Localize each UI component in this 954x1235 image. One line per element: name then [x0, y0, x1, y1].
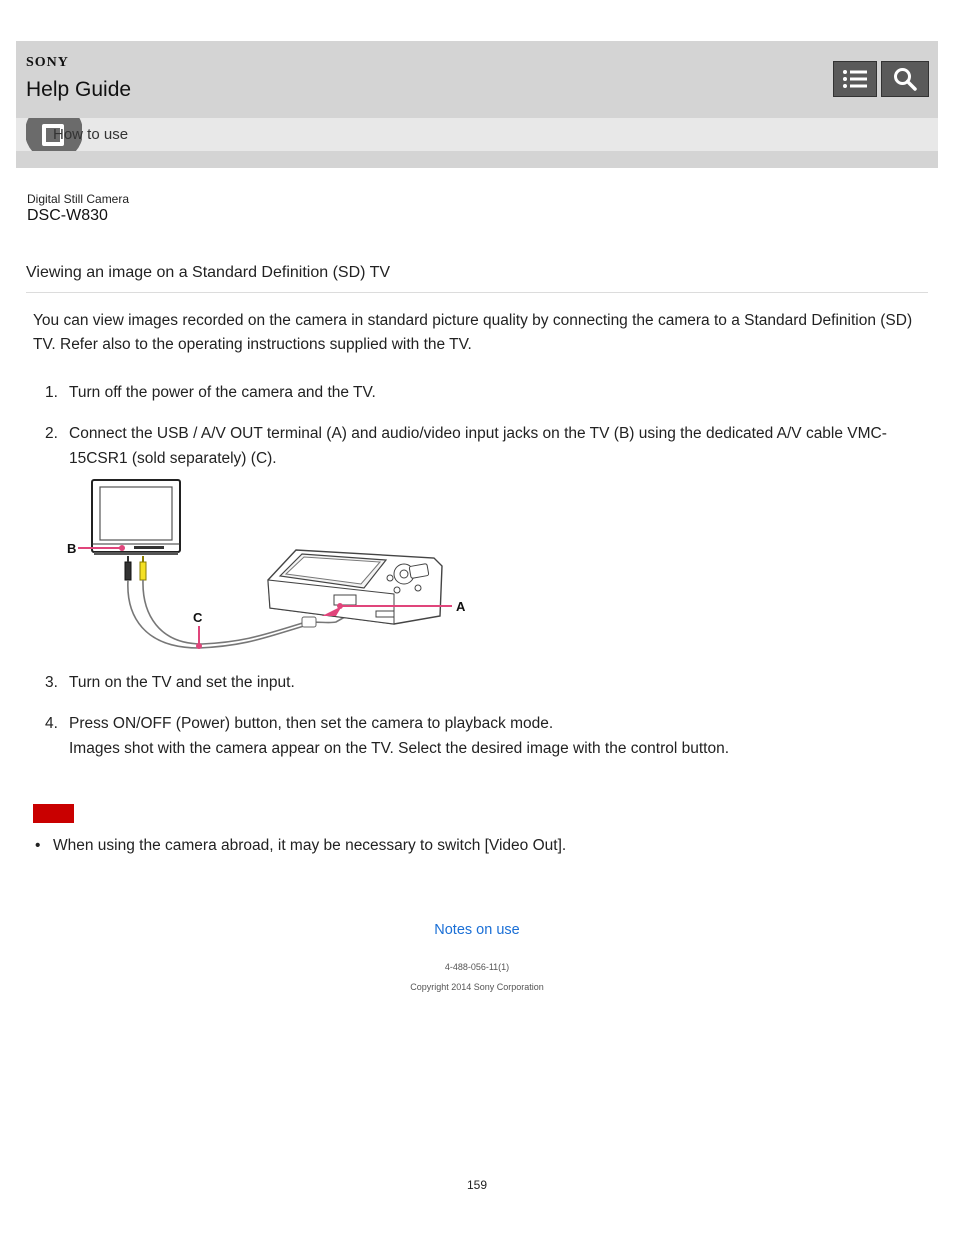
copyright: Copyright 2014 Sony Corporation	[410, 982, 544, 992]
breadcrumb-bar	[16, 118, 938, 151]
notes-on-use-link[interactable]: Notes on use	[434, 922, 520, 938]
step-number: 1.	[45, 384, 58, 401]
step-number: 2.	[45, 425, 58, 442]
search-button[interactable]	[881, 61, 929, 97]
document-code: 4-488-056-11(1)	[444, 962, 510, 972]
step-text: Connect the USB / A/V OUT terminal (A) and audio/video input jacks on the TV (B) using the dedicated A/V cable VMC-15CSR1 (sold separately) (C).	[69, 425, 887, 467]
search-icon	[893, 67, 917, 91]
toc-button[interactable]	[833, 61, 877, 97]
page-title: Viewing an image on a Standard Definition (SD) TV	[26, 264, 391, 281]
step-number: 4.	[45, 715, 58, 732]
step-text: Turn off the power of the camera and the TV.	[69, 384, 376, 401]
title-divider	[26, 292, 928, 293]
breadcrumb-link[interactable]: How to use	[53, 126, 129, 143]
list-icon	[842, 68, 868, 90]
step-subtext: Images shot with the camera appear on the TV. Select the desired image with the control button.	[69, 740, 729, 757]
label-b: B	[67, 541, 77, 556]
note-badge	[33, 804, 74, 823]
product-model: DSC-W830	[27, 207, 108, 224]
page-number: 159	[466, 1178, 488, 1192]
note-text: When using the camera abroad, it may be necessary to switch [Video Out].	[53, 837, 567, 854]
camera-illustration	[268, 550, 442, 624]
product-category: Digital Still Camera	[27, 192, 130, 206]
step-text: Press ON/OFF (Power) button, then set the camera to playback mode.	[69, 715, 554, 732]
connection-diagram	[64, 476, 474, 656]
label-c: C	[193, 610, 203, 625]
step-number: 3.	[45, 674, 58, 691]
header-bar	[16, 41, 938, 168]
bullet-dot: •	[35, 837, 41, 854]
tv-illustration	[92, 480, 180, 555]
intro-paragraph: You can view images recorded on the camera in standard picture quality by connecting the camera to a Standard Definition (SD) TV. Refer also to the operating instructions supplied with the TV.	[33, 312, 913, 353]
sony-logo: SONY	[26, 55, 69, 70]
label-a: A	[456, 599, 466, 614]
guide-title: Help Guide	[26, 78, 132, 101]
step-text: Turn on the TV and set the input.	[69, 674, 295, 691]
